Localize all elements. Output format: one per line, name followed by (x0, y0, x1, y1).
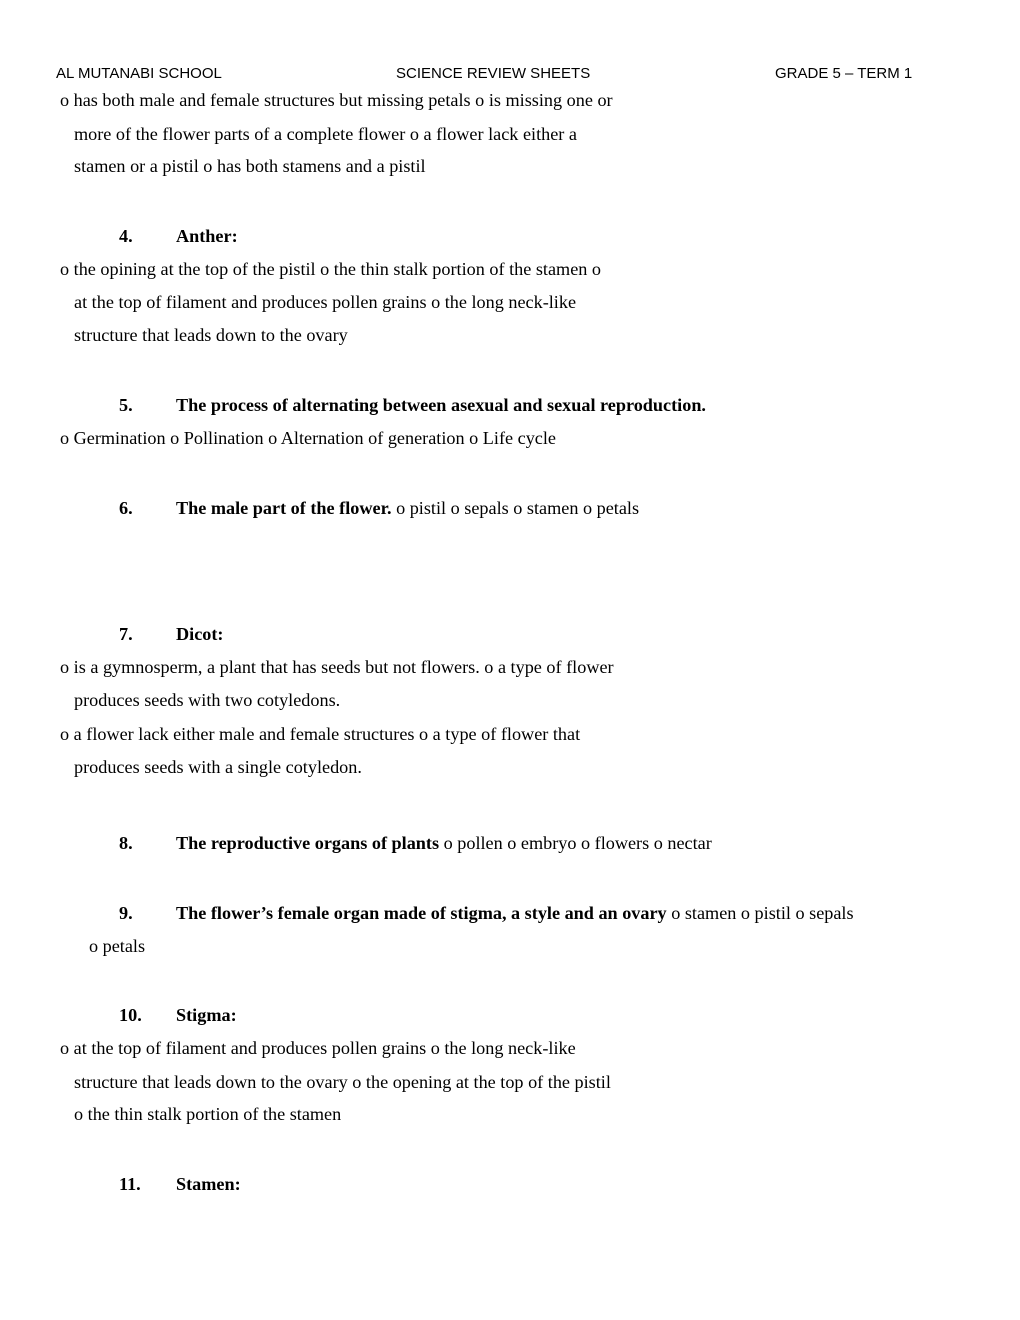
q5-prompt: The process of alternating between asexual and sexual reproduction. (176, 395, 706, 415)
sheet-title: SCIENCE REVIEW SHEETS (396, 65, 591, 82)
q6-number: 6. (119, 498, 133, 518)
school-name: AL MUTANABI SCHOOL (56, 65, 222, 82)
q11-prompt: Stamen: (176, 1174, 241, 1194)
q10-number: 10. (119, 1005, 142, 1025)
q3-option-line: more of the flower parts of a complete flower o a flower lack either a (74, 124, 577, 144)
q10-option-line: o at the top of filament and produces pollen grains o the long neck-like (60, 1038, 576, 1058)
q4-prompt: Anther: (176, 226, 238, 246)
q8-options: o pollen o embryo o flowers o nectar (443, 833, 712, 853)
q8-number: 8. (119, 833, 133, 853)
q4-option-line: o the opining at the top of the pistil o the thin stalk portion of the stamen o (60, 259, 601, 279)
q9-number: 9. (119, 903, 133, 923)
q7-option-line: produces seeds with two cotyledons. (74, 690, 341, 710)
grade-term: GRADE 5 – TERM 1 (775, 65, 913, 82)
q9-options: o stamen o pistil o sepals (671, 903, 854, 923)
q10-prompt: Stigma: (176, 1005, 237, 1025)
q9-option-continuation: o petals (89, 936, 146, 956)
q7-prompt: Dicot: (176, 624, 224, 644)
q8-prompt: The reproductive organs of plants (176, 833, 440, 853)
q10-option-line: o the thin stalk portion of the stamen (74, 1104, 342, 1124)
q3-option-line: stamen or a pistil o has both stamens and a pistil (74, 156, 426, 176)
q5-number: 5. (119, 395, 133, 415)
q10-option-line: structure that leads down to the ovary o the opening at the top of the pistil (74, 1072, 611, 1092)
q11-number: 11. (119, 1174, 141, 1194)
q3-option-line: o has both male and female structures but missing petals o is missing one or (60, 90, 613, 110)
q9-prompt: The flower’s female organ made of stigma, a style and an ovary (176, 903, 667, 923)
q7-number: 7. (119, 624, 133, 644)
q6-options: o pistil o sepals o stamen o petals (396, 498, 640, 518)
q9-question (176, 902, 854, 924)
q4-option-line: structure that leads down to the ovary (74, 325, 348, 345)
q7-option-line: o is a gymnosperm, a plant that has seeds but not flowers. o a type of flower (60, 657, 614, 677)
q4-option-line: at the top of filament and produces pollen grains o the long neck-like (74, 292, 577, 312)
q4-number: 4. (119, 226, 133, 246)
q5-option-line: o Germination o Pollination o Alternation of generation o Life cycle (60, 428, 556, 448)
q6-prompt: The male part of the flower. (176, 498, 392, 518)
q7-option-line: produces seeds with a single cotyledon. (74, 757, 362, 777)
q7-option-line: o a flower lack either male and female structures o a type of flower that (60, 724, 581, 744)
q8-question (176, 832, 712, 854)
q6-question (176, 497, 639, 519)
